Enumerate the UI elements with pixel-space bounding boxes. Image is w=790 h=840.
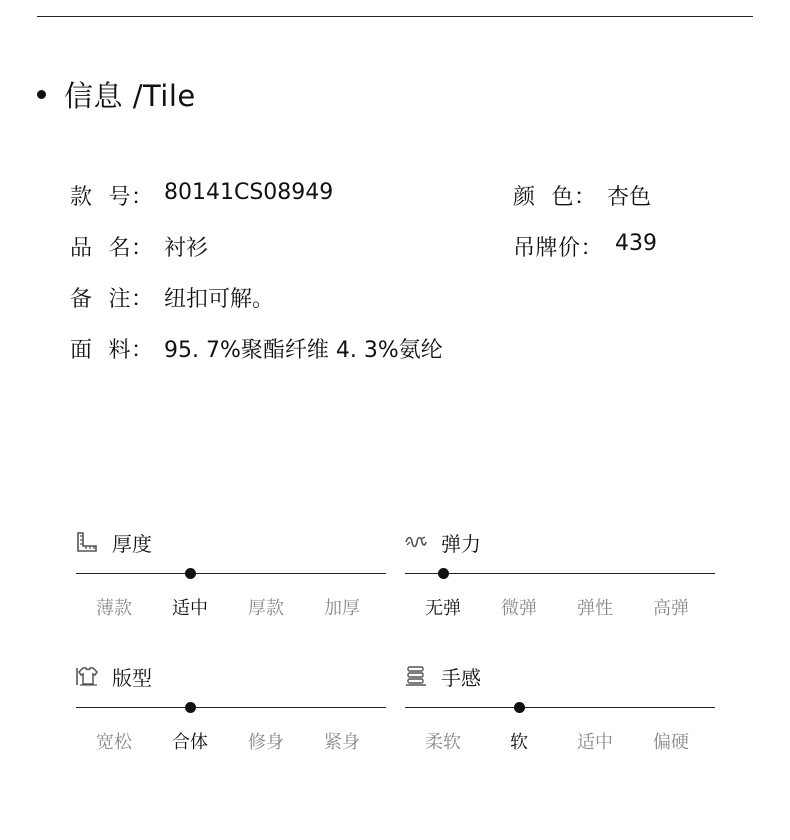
scale-option: 薄款 — [96, 598, 132, 619]
attribute-title: 厚度 — [112, 531, 152, 556]
scale-option: 软 — [510, 732, 528, 753]
scale-option: 加厚 — [324, 598, 360, 619]
note-label-b: 注： — [108, 287, 154, 312]
price-value: 439 — [615, 231, 657, 256]
color-label-a: 颜 — [513, 185, 536, 210]
color-value: 杏色 — [607, 185, 652, 210]
scale-option: 无弹 — [425, 598, 461, 619]
scale-line — [76, 707, 386, 708]
scale-options — [76, 728, 386, 752]
name-label — [70, 231, 154, 262]
scale-option: 宽松 — [96, 732, 132, 753]
scale-option: 紧身 — [324, 732, 360, 753]
scale-indicator — [185, 702, 196, 713]
attribute-title: 手感 — [441, 665, 481, 690]
note-label-a: 备 — [70, 287, 93, 312]
price-label: 吊牌价： — [513, 236, 604, 261]
scale-options — [76, 594, 386, 618]
scale-option: 适中 — [577, 732, 613, 753]
fabric-label — [70, 333, 154, 364]
scale-option: 柔软 — [425, 732, 461, 753]
scale-indicator — [438, 568, 449, 579]
scale-line — [405, 573, 715, 574]
bullet-dot — [37, 90, 46, 99]
name-label-a: 品 — [70, 236, 93, 261]
section-title-text: 信息 /Tile — [64, 78, 196, 113]
color-label-b: 色： — [551, 185, 597, 210]
elastic-wave-icon — [405, 531, 427, 553]
style-no-value: 80141CS08949 — [164, 180, 334, 205]
fabric-label-b: 料： — [108, 338, 154, 363]
scale-option: 弹性 — [577, 598, 613, 619]
scale-option: 高弹 — [653, 598, 689, 619]
scale-option: 厚款 — [248, 598, 284, 619]
fabric-label-a: 面 — [70, 338, 93, 363]
ruler-icon — [76, 531, 98, 553]
name-label-b: 名： — [108, 236, 154, 261]
style-no-label — [70, 180, 154, 211]
top-divider — [37, 16, 753, 17]
scale-options — [405, 594, 715, 618]
color-label — [513, 180, 597, 211]
name-value: 衬衫 — [164, 236, 209, 261]
scale-option: 偏硬 — [653, 732, 689, 753]
scale-options — [405, 728, 715, 752]
attribute-title: 弹力 — [441, 531, 481, 556]
scale-option: 合体 — [172, 732, 208, 753]
section-title — [37, 72, 196, 116]
scale-indicator — [185, 568, 196, 579]
fabric-value: 95. 7%聚酯纤维 4. 3%氨纶 — [164, 338, 443, 363]
note-label — [70, 282, 154, 313]
style-no-label-a: 款 — [70, 185, 93, 210]
tshirt-icon — [76, 665, 98, 687]
scale-line — [76, 573, 386, 574]
style-no-label-b: 号： — [108, 185, 154, 210]
scale-option: 修身 — [248, 732, 284, 753]
scale-line — [405, 707, 715, 708]
scale-option: 适中 — [172, 598, 208, 619]
attribute-title: 版型 — [112, 665, 152, 690]
scale-indicator — [514, 702, 525, 713]
fabric-layers-icon — [405, 665, 427, 687]
note-value: 纽扣可解。 — [164, 287, 275, 312]
scale-option: 微弹 — [501, 598, 537, 619]
